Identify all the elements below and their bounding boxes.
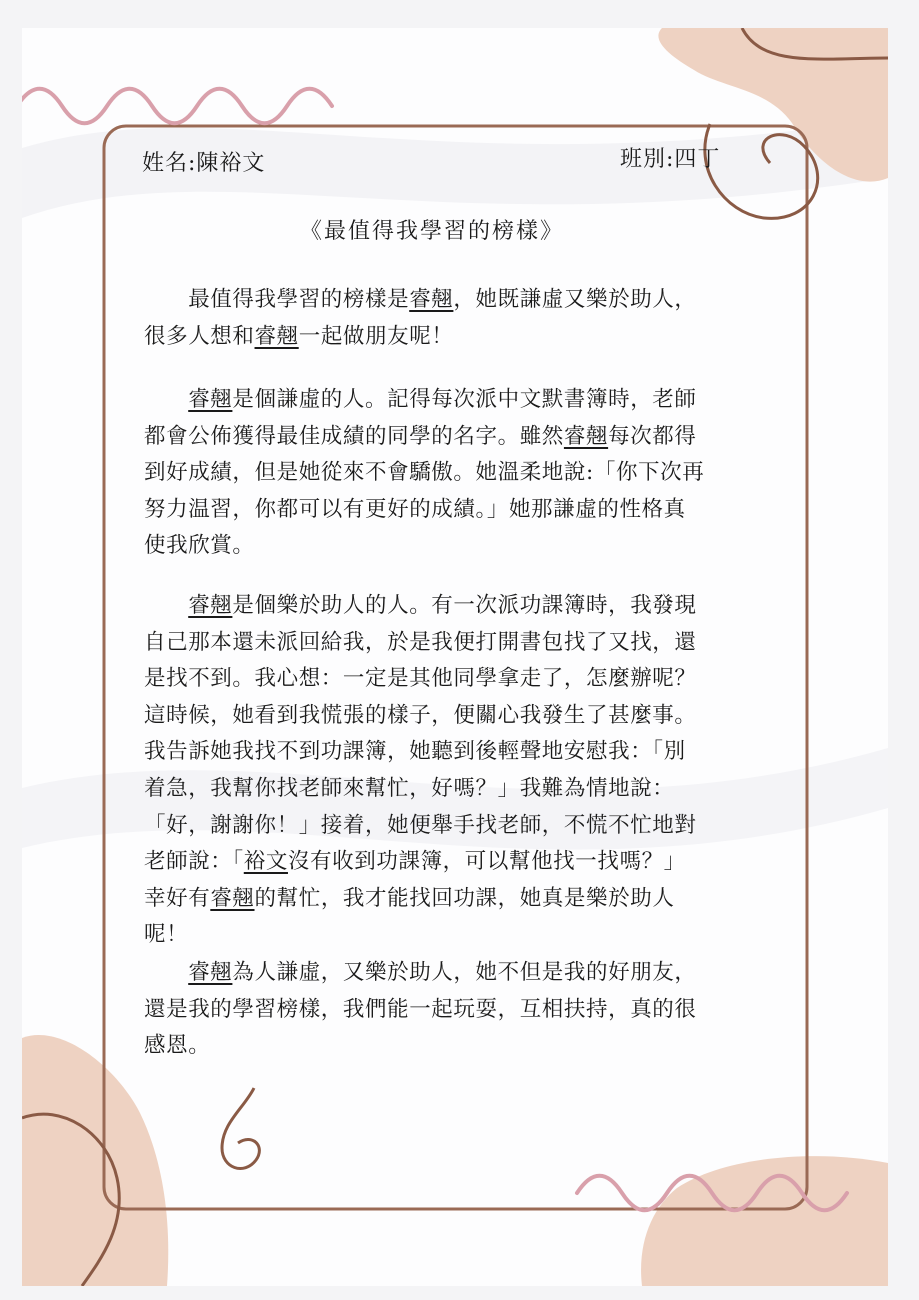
text-line [144,455,704,492]
underlined-name: 睿翹 [188,387,233,412]
text-segment: 呢！ [144,922,189,948]
paragraph [144,382,704,565]
text-line [144,698,697,735]
text-segment [144,387,188,412]
text-line [144,771,697,808]
peach-blob-bottom-right [641,1156,888,1286]
text-line [144,844,697,881]
text-segment: 使我欣賞。 [144,533,255,559]
text-line [144,319,697,356]
text-segment: 還是我的學習榜樣，我們能一起玩耍，互相扶持，真的很 [144,996,697,1022]
peach-blob-bottom-left [22,1035,168,1286]
text-segment [144,960,188,985]
essay-title: 《最值得我學習的榜樣》 [300,219,565,244]
paragraph [144,588,697,954]
text-segment: 都會公佈獲得最佳成績的同學的名字。雖然 [144,423,564,449]
text-segment: 自己那本還未派回給我，於是我便打開書包找了又找，還 [144,629,697,655]
text-segment: ，她既謙虛又樂於助人， [453,287,697,312]
class-label: 班別:四丁 [620,147,721,172]
text-segment: 到好成績，但是她從來不會驕傲。她溫柔地說:「你下次再 [144,460,705,486]
text-segment: 是個謙虛的人。記得每次派中文默書簿時，老師 [232,387,697,412]
text-segment: 着急，我幫你找老師來幫忙，好嗎？」我難為情地說： [144,775,675,801]
text-line [144,881,697,918]
text-line [144,955,697,992]
text-segment: 一起做朋友呢！ [298,323,454,349]
pink-wave-top-left [22,89,332,124]
text-line [144,661,697,698]
text-segment: 努力温習，你都可以有更好的成績。」她那謙虛的性格真 [144,496,686,522]
text-segment: 最值得我學習的榜樣是 [144,287,410,312]
text-line [144,419,704,456]
underlined-name: 睿翹 [188,960,233,985]
underlined-name: 睿翹 [563,423,609,449]
text-segment: 沒有收到功課簿，可以幫他找一找嗎？」 [287,849,686,875]
student-name: 姓名:陳裕文 [142,151,266,176]
paragraph [144,955,697,1065]
paragraph [144,282,697,355]
text-line [144,528,704,565]
text-segment: 為人謙虛，又樂於助人，她不但是我的好朋友， [232,960,697,985]
text-segment: 很多人想和 [144,323,255,349]
text-line [144,382,704,419]
text-segment: 「好，謝謝你！」接着，她便舉手找老師，不慌不忙地對 [144,812,697,838]
text-line [144,625,697,662]
text-segment: 的幫忙，我才能找回功課，她真是樂於助人 [254,885,675,911]
brown-loop-bottom-left [222,1088,259,1169]
text-segment: 老師說：「 [144,849,244,875]
text-line [144,917,697,954]
underlined-name: 睿翹 [409,287,454,312]
text-line [144,992,697,1029]
text-line [144,734,697,771]
text-segment [144,593,188,618]
underlined-name: 睿翹 [254,323,299,349]
text-line [144,588,697,625]
text-line [144,282,697,319]
essay-paper [22,28,888,1286]
text-segment: 是個樂於助人的人。有一次派功課簿時，我發現 [232,593,697,618]
text-segment: 是找不到。我心想：一定是其他同學拿走了，怎麼辦呢？ [144,666,697,692]
text-segment: 感恩。 [144,1033,211,1059]
underlined-name: 裕文 [243,849,288,875]
text-line [144,1028,697,1065]
text-line [144,808,697,845]
text-segment: 幸好有 [144,885,211,911]
underlined-name: 睿翹 [210,885,255,911]
text-segment: 這時候，她看到我慌張的樣子，便關心我發生了甚麼事。 [144,702,697,728]
text-segment: 我告訴她我找不到功課簿，她聽到後輕聲地安慰我：「別 [144,739,686,765]
text-segment: 每次都得 [608,423,697,449]
underlined-name: 睿翹 [188,593,233,618]
text-line [144,492,704,529]
